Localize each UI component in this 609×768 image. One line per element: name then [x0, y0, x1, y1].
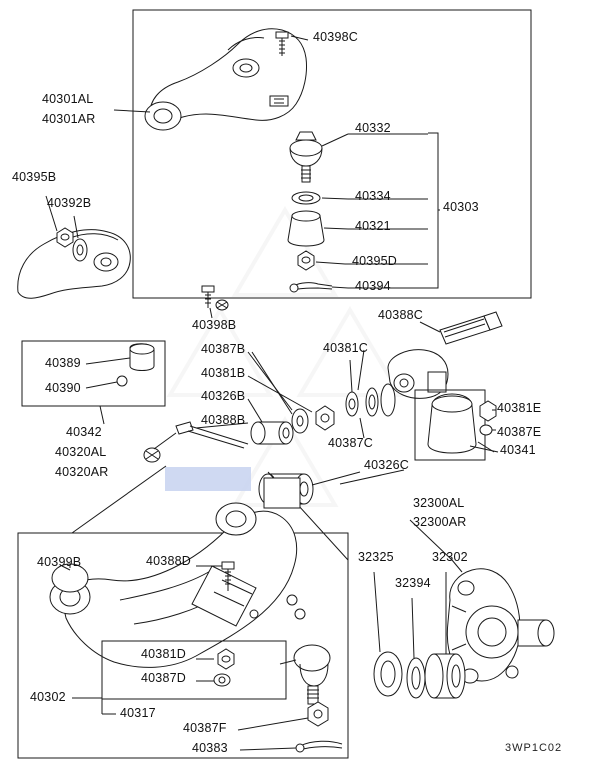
part-label-40381E: 40381E [497, 401, 542, 415]
part-label-40317: 40317 [120, 706, 156, 720]
part-label-40388C: 40388C [378, 308, 423, 322]
part-label-32300AR: 32300AR [413, 515, 467, 529]
part-label-40342: 40342 [66, 425, 102, 439]
part-label-32302: 32302 [432, 550, 468, 564]
part-label-40302: 40302 [30, 690, 66, 704]
part-label-40398B: 40398B [192, 318, 237, 332]
part-label-40326B: 40326B [201, 389, 246, 403]
part-label-40390: 40390 [45, 381, 81, 395]
part-label-40394: 40394 [355, 279, 391, 293]
part-label-40388B: 40388B [201, 413, 246, 427]
part-label-40387D: 40387D [141, 671, 186, 685]
part-label-40387F: 40387F [183, 721, 227, 735]
part-label-40389: 40389 [45, 356, 81, 370]
part-label-40388D: 40388D [146, 554, 191, 568]
part-label-40321: 40321 [355, 219, 391, 233]
part-label-40303: 40303 [443, 200, 479, 214]
part-label-32300AL: 32300AL [413, 496, 465, 510]
part-label-32325: 32325 [358, 550, 394, 564]
part-label-40381B: 40381B [201, 366, 246, 380]
part-label-40334: 40334 [355, 189, 391, 203]
part-label-40301AR: 40301AR [42, 112, 96, 126]
part-label-40387B: 40387B [201, 342, 246, 356]
part-label-40392B: 40392B [47, 196, 92, 210]
part-label-40387E: 40387E [497, 425, 542, 439]
part-label-40383: 40383 [192, 741, 228, 755]
part-label-40320AL: 40320AL [55, 445, 107, 459]
diagram-code: 3WP1C02 [505, 742, 563, 754]
part-label-32394: 32394 [395, 576, 431, 590]
part-label-40387C: 40387C [328, 436, 373, 450]
part-label-40381C: 40381C [323, 341, 368, 355]
part-label-40399B: 40399B [37, 555, 82, 569]
part-label-40301AL: 40301AL [42, 92, 94, 106]
part-label-40320AR: 40320AR [55, 465, 109, 479]
part-label-40332: 40332 [355, 121, 391, 135]
part-label-40326C: 40326C [364, 458, 409, 472]
part-label-40341: 40341 [500, 443, 536, 457]
part-label-40398C: 40398C [313, 30, 358, 44]
part-label-40395B: 40395B [12, 170, 57, 184]
part-label-40395D: 40395D [352, 254, 397, 268]
part-label-40381D: 40381D [141, 647, 186, 661]
